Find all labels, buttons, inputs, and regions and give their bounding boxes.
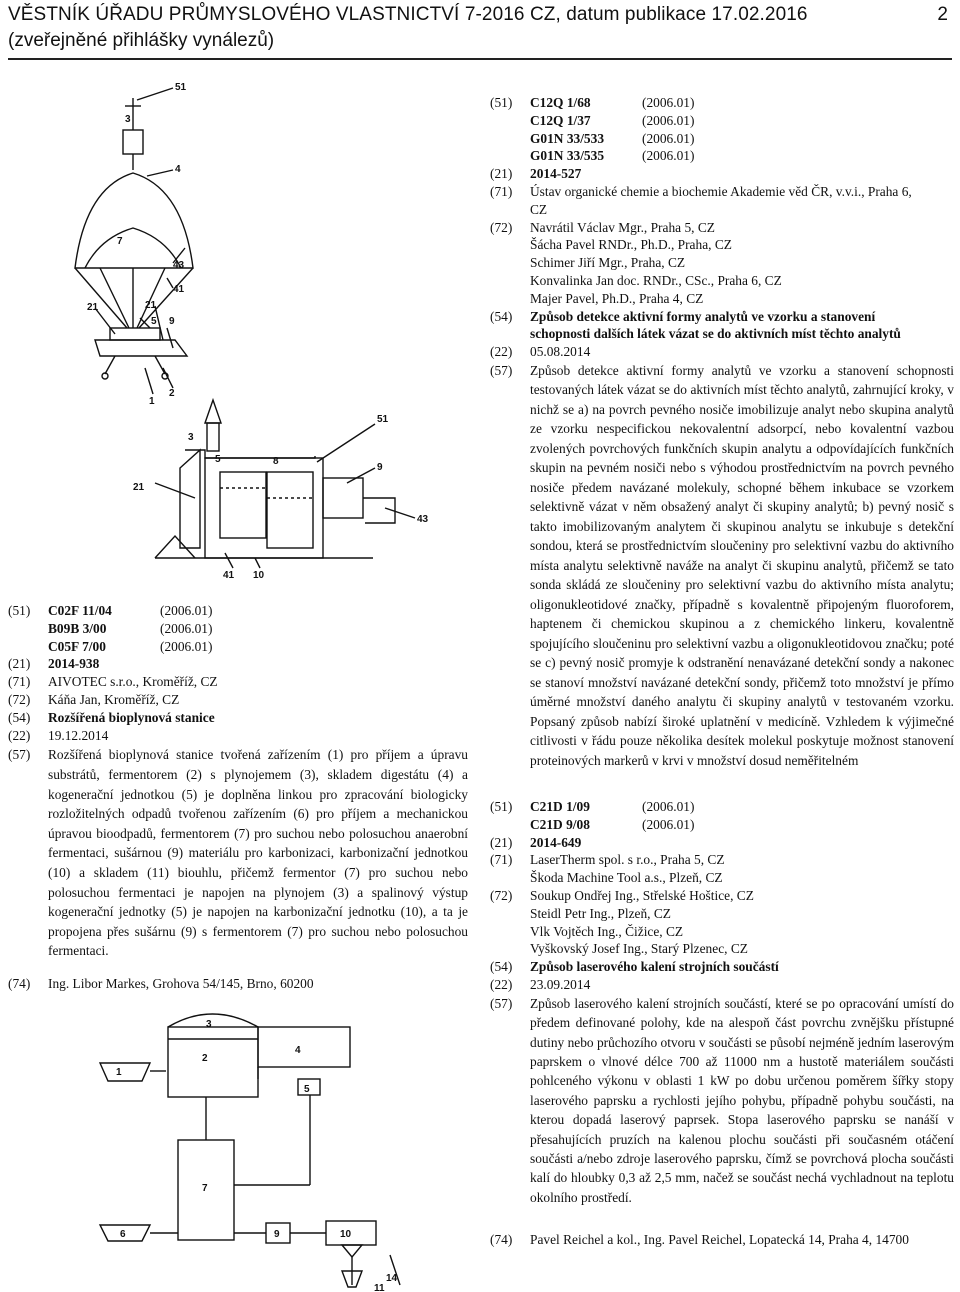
fig-label: 41: [173, 284, 185, 295]
class-row: (51) C12Q 1/68 (2006.01): [490, 95, 695, 110]
applicant-row-cont: CZ: [530, 201, 548, 217]
applicant-row: (71) LaserTherm spol. s r.o., Praha 5, CZ: [490, 852, 725, 868]
inventor-row: Vyškovský Josef Ing., Starý Plzenec, CZ: [530, 941, 748, 957]
abstract-text: Způsob laserového kalení strojních součástí, které se po opracování umístí do předem definované polohy, kde na alespoň část povrchu zvnějšku přístupné dutiny nebo průchozího otvoru v součásti se působí nejméně jedním laserovým paprskem o vlnové délce 700 až 11000 nm a hustotě materiálem součásti pohlceného výkonu v oblasti 1 kW po dobu určenou poměrem šířky stopy laserového paprsku a rychlosti jejího pohybu, případně pohybu součásti, na kterou dopadá laserový paprsek. Stopa laserového paprsku se nanáší v přesahujících pruzích na kalenou plochu součásti při současném otáčení součásti a/nebo zdroje laserového paprsku, čímž se povrchová plocha součásti kalí do hloubky 0,3 až 2,5 mm, načež se součást nechá vychladnout na teplotu okolního prostředí.: [530, 995, 954, 1205]
applicant-row: (71) AIVOTEC s.r.o., Kroměříž, CZ: [8, 674, 218, 690]
fig-label: 51: [175, 82, 187, 93]
applicant-row: (71) Ústav organické chemie a biochemie Akademie věd ČR, v.v.i., Praha 6,: [490, 183, 912, 199]
application-number-row: (21) 2014-649: [490, 834, 582, 850]
fig-label: 21: [87, 302, 99, 313]
journal-title: VĚSTNÍK ÚŘADU PRŮMYSLOVÉHO VLASTNICTVÍ 7-2016 CZ, datum publikace 17.02.2016: [8, 4, 808, 25]
abstract-row: (57) Způsob detekce aktivní formy analytů ve vzorku a stanovení schopnosti testovaných látek vázat se do aktivních míst těchto analytů, zahrnující kroky, v nichž se a) na povrch pevného nosiče imobilizuje analyt nebo skupina analytů ze vzorku nespecifickou nekovalentní adsorpcí, nebo kovalentní vazbou zvolených povrchových funkčních skupin analytu a odpovídajících funkčních skupin na pevném nosiči nebo s výhodou prostřednictvím na povrch pevného nosiče předem navázané molekuly, schopné během inkubace se vzorkem selektivně vázat v něm obsažený analyt či skupiny analytů; b) pevný nosič s takto imobilizovaným analytem či skupinou analytu se inkubuje s detekční sondou, která se prostřednictvím sloučeniny pro selektivní vazbu do aktivního místa analytu selektivně naváže na analyt či skupinu analytů, přičemž se tato sonda skládá ze sloučeniny pro selektivní vazbu do aktivního místa analytu; oligonukleotidové značky, případně s kovalentně připojeným fluoroforem, haptenem či chemickou skupinou a z chemického linkeru, kovalentně spojujícího sloučeninu pro selektivní vazbu a oligonukleotidovou značku; poté se c) pevný nosič promyje k odstranění nenavázané detekční sondy a nakonec se stanoví množství navázané detekční sondy, přičemž toto množství je přímo úměrné množství daného analytu či skupiny analytů v testovaném vzorku. Popsaný způsob nabízí široké uplatnění v medicíně. Vzhledem k výjimečné citlivosti v řádu pouze několika desítek molekul poskytuje možnost stanovení proteinových markerů v krvi v množství dosud neměřitelném: [490, 362, 954, 768]
fig-label: 43: [417, 514, 429, 525]
inventor-row: Steidl Petr Ing., Plzeň, CZ: [530, 905, 671, 921]
application-number-row: (21) 2014-938: [8, 656, 100, 672]
fig-label: 9: [274, 1229, 280, 1240]
filing-date-row: (22) 19.12.2014: [8, 727, 109, 743]
class-row: G01N 33/535 (2006.01): [530, 148, 695, 164]
figure-biogas-station-drawing: [55, 78, 465, 583]
fig-label: 2: [202, 1053, 208, 1064]
inventor-row: (72) Soukup Ondřej Ing., Střelské Hoštice, CZ: [490, 887, 754, 903]
abstract-row: (57) Rozšířená bioplynová stanice tvořená zařízením (1) pro příjem a úpravu substrátů, fermentorem (2) s plynojemem (3), skladem digestátu (4) a kogenerační jednotkou (5) je doplněna linkou pro zpracování biologicky rozložitelných odpadů tvořenou zařízením (6) pro příjem a mechanickou úpravou bioodpadů, fermentorem (7) pro suchou nebo polosuchou anaerobní fermentaci, sušárnou (9) materiálu pro karbonizaci, karbonizační jednotkou (10) a skladem (11) biouhlu, přičemž fermentor (7) pro suchou nebo polosuchou fermentaci je napojen na plynojem (3) a spalinový výstup kogenerační jednotky (5) je napojen na karbonizační jednotku (10), a ta je propojena přes sušárnu (9) s fermentorem (7) pro suchou nebo polosuchou fermentaci.: [8, 747, 468, 959]
inventor-row: (72) Navrátil Václav Mgr., Praha 5, CZ: [490, 219, 715, 235]
fig-label: 8: [273, 456, 279, 467]
filing-date-row: (22) 23.09.2014: [490, 976, 591, 992]
fig-label: 21: [145, 300, 157, 311]
fig-label: 10: [340, 1229, 352, 1240]
title-row: (54) Rozšířená bioplynová stanice: [8, 709, 215, 725]
attorney-row: (74) Ing. Libor Markes, Grohova 54/145, Brno, 60200: [8, 975, 314, 991]
inventor-row: Majer Pavel, Ph.D., Praha 4, CZ: [530, 290, 704, 306]
fig-label: 11: [374, 1283, 385, 1292]
fig-label: 1: [149, 396, 155, 407]
fig-label: 5: [151, 316, 157, 327]
class-row: (51) C21D 1/09 (2006.01): [490, 799, 695, 814]
fig-label: 9: [169, 316, 175, 327]
fig-label: 2: [169, 388, 175, 399]
class-row: (51) C02F 11/04 (2006.01): [8, 603, 213, 618]
fig-label: 3: [206, 1019, 212, 1030]
figure-process-flow-diagram: [90, 995, 430, 1292]
patent-entry-biogas: [8, 602, 468, 993]
title-row: (54) Způsob laserového kalení strojních součástí: [490, 959, 779, 975]
attorney-row: (74) Pavel Reichel a kol., Ing. Pavel Reichel, Lopatecká 14, Praha 4, 14700: [490, 1232, 909, 1248]
fig-label: 7: [117, 236, 123, 247]
fig-label: 4: [295, 1045, 301, 1056]
inventor-row: Schimer Jiří Mgr., Praha, CZ: [530, 255, 686, 271]
class-row: B09B 3/00 (2006.01): [48, 620, 213, 636]
page-header: [8, 4, 952, 60]
inventor-row: Konvalinka Jan doc. RNDr., CSc., Praha 6, CZ: [530, 272, 782, 288]
filing-date-row: (22) 05.08.2014: [490, 344, 591, 360]
fig-label: 3: [125, 114, 131, 125]
fig-label: 21: [133, 482, 145, 493]
fig-label: 5: [215, 454, 221, 465]
class-row: C05F 7/00 (2006.01): [48, 638, 213, 654]
patent-entry-analyte-detection: [490, 94, 954, 770]
patent-entry-laser-hardening: [490, 798, 954, 1249]
journal-subtitle: (zveřejněné přihlášky vynálezů): [8, 30, 275, 51]
fig-label: 9: [377, 462, 383, 473]
fig-label: 1: [116, 1067, 122, 1078]
fig-label: 6: [120, 1229, 126, 1240]
inventor-row: (72) Káňa Jan, Kroměříž, CZ: [8, 691, 180, 707]
title-row: (54) Způsob detekce aktivní formy analytů ve vzorku a stanovení: [490, 308, 876, 324]
class-row: C21D 9/08 (2006.01): [530, 816, 695, 832]
inventor-row: Šácha Pavel RNDr., Ph.D., Praha, CZ: [530, 237, 732, 253]
application-number-row: (21) 2014-527: [490, 166, 582, 182]
page-number: 2: [937, 4, 948, 25]
title-row-cont: schopnosti dalších látek vázat se do aktivních míst těchto analytů: [530, 326, 901, 342]
fig-label: 43: [173, 260, 185, 271]
applicant-row: Škoda Machine Tool a.s., Plzeň, CZ: [530, 870, 723, 886]
inventor-row: Vlk Vojtěch Ing., Čižice, CZ: [530, 923, 684, 939]
fig-label: 41: [223, 570, 235, 581]
fig-label: 7: [202, 1183, 208, 1194]
class-row: C12Q 1/37 (2006.01): [530, 112, 695, 128]
class-row: G01N 33/533 (2006.01): [530, 130, 695, 146]
fig-label: 3: [188, 432, 194, 443]
abstract-row: (57) Způsob laserového kalení strojních součástí, které se po opracování umístí do předem definované polohy, kde na alespoň část povrchu zvnějšku přístupné dutiny nebo průchozího otvoru v součásti se působí nejméně jedním laserovým paprskem o vlnové délce 700 až 11000 nm a hustotě materiálem součásti pohlceného výkonu v oblasti 1 kW po dobu určenou poměrem šířky stopy laserového paprsku a rychlosti jejího pohybu, případně pohybu součásti, na kterou dopadá laserový paprsek. Stopa laserového paprsku se nanáší v přesahujících pruzích na kalenou plochu součásti při současném otáčení součásti a/nebo zdroje laserového paprsku, čímž se povrchová plocha součásti kalí do hloubky 0,3 až 2,5 mm, načež se součást nechá vychladnout na teplotu okolního prostředí.: [490, 995, 954, 1205]
fig-label: 14: [386, 1273, 398, 1284]
header-divider: [8, 58, 952, 60]
abstract-text: Způsob detekce aktivní formy analytů ve vzorku a stanovení schopnosti testovaných látek vázat se do aktivních míst těchto analytů, zahrnující kroky, v nichž se a) na povrch pevného nosiče imobilizuje analyt nebo skupina analytů ze vzorku nespecifickou nekovalentní adsorpcí, nebo kovalentní vazbou zvolených povrchových funkčních skupin analytu a odpovídajících funkčních skupin na pevném nosiči nebo s výhodou prostřednictvím na povrch pevného nosiče předem navázané molekuly, schopné během inkubace se vzorkem selektivně vázat v něm obsažený analyt či skupiny analytů; b) pevný nosič s takto imobilizovaným analytem či skupinou analytu se inkubuje s detekční sondou, která se prostřednictvím sloučeniny pro selektivní vazbu do aktivního místa analytu selektivně naváže na analyt či skupinu analytů, přičemž se tato sonda skládá ze sloučeniny pro selektivní vazbu do aktivního místa analytu; oligonukleotidové značky, případně s kovalentně připojeným fluoroforem, haptenem či chemickou skupinou a z chemického linkeru, kovalentně spojujícího sloučeninu pro selektivní vazbu a oligonukleotidovou značku; poté se c) pevný nosič promyje k odstranění nenavázané detekční sondy a nakonec se stanoví množství navázané detekční sondy, přičemž toto množství je přímo úměrné množství daného analytu či skupiny analytů v testovaném vzorku. Popsaný způsob nabízí široké uplatnění v medicíně. Vzhledem k výjimečné citlivosti v řádu pouze několika desítek molekul poskytuje možnost stanovení proteinových markerů v krvi v množství dosud neměřitelném: [530, 362, 954, 768]
fig-label: 5: [304, 1084, 310, 1095]
abstract-text: Rozšířená bioplynová stanice tvořená zařízením (1) pro příjem a úpravu substrátů, fermentorem (2) s plynojemem (3), skladem digestátu (4) a kogenerační jednotkou (5) je doplněna linkou pro zpracování biologicky rozložitelných odpadů tvořenou zařízením (6) pro příjem a mechanickou úpravou bioodpadů, fermentorem (7) pro suchou nebo polosuchou anaerobní fermentaci, sušárnou (9) materiálu pro karbonizaci, karbonizační jednotkou (10) a skladem (11) biouhlu, přičemž fermentor (7) pro suchou nebo polosuchou fermentaci je napojen na plynojem (3) a spalinový výstup kogenerační jednotky (5) je napojen na karbonizační jednotku (10), a ta je propojena přes sušárnu (9) s fermentorem (7) pro suchou nebo polosuchou fermentaci.: [48, 747, 468, 959]
fig-label: 51: [377, 414, 389, 425]
fig-label: 10: [253, 570, 265, 581]
fig-label: 4: [175, 164, 181, 175]
